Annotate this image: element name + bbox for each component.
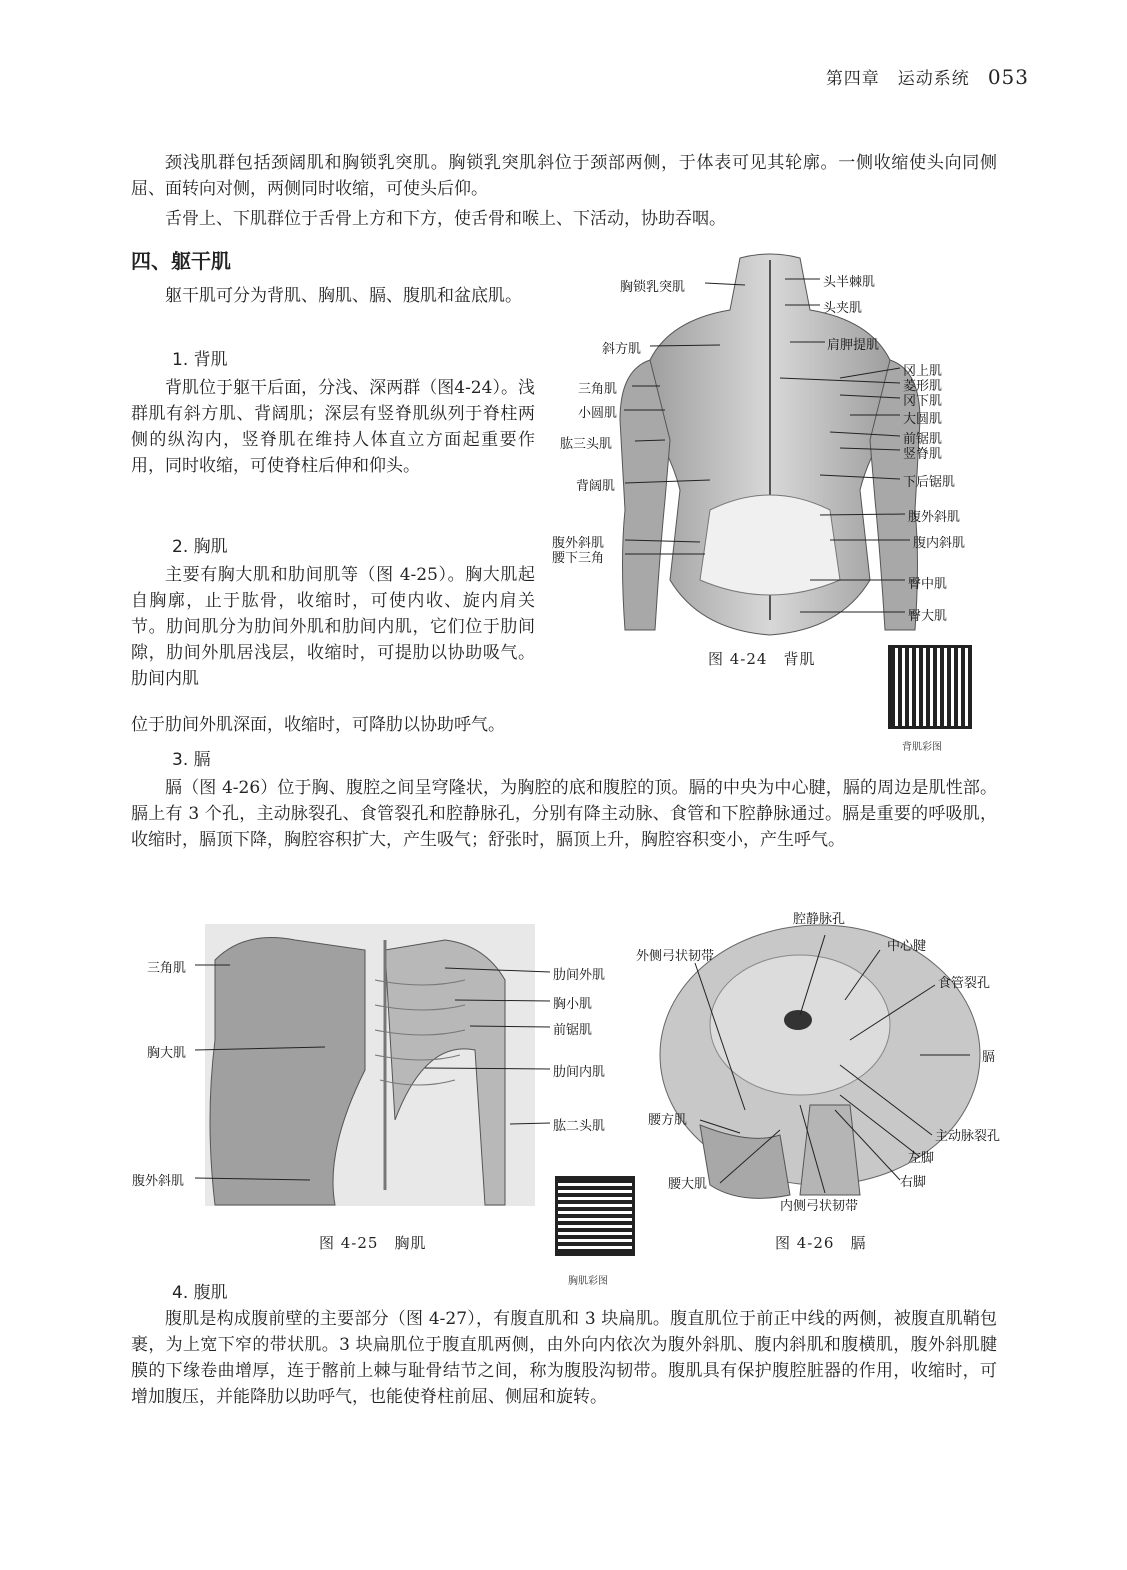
chapter-title: 第四章 运动系统 [825, 69, 970, 89]
label-levator-scapulae: 肩胛提肌 [827, 338, 880, 353]
label-serratus-anterior-chest: 前锯肌 [553, 1023, 593, 1038]
label-external-oblique-left: 腹外斜肌 [552, 536, 605, 551]
page-number: 053 [987, 65, 1029, 89]
qr-caption-chest: 胸肌彩图 [568, 1276, 608, 1287]
label-inferior-lumbar-triangle: 腰下三角 [552, 551, 605, 566]
paragraph-hyoid: 舌骨上、下肌群位于舌骨上方和下方，使舌骨和喉上、下活动，协助吞咽。 [165, 209, 726, 229]
label-deltoid-chest: 三角肌 [147, 961, 187, 976]
label-infraspinatus: 冈下肌 [903, 394, 943, 409]
figure-4-26 [630, 905, 1030, 1255]
label-splenius-capitis: 头夹肌 [823, 301, 863, 316]
label-vena-cava-foramen: 腔静脉孔 [793, 912, 846, 927]
label-lateral-arcuate-ligament: 外侧弓状韧带 [636, 949, 715, 964]
figure-4-25-caption: 图 4-25 胸肌 [319, 1234, 427, 1252]
label-latissimus-dorsi: 背阔肌 [576, 479, 616, 494]
subsection-abdomen: 4. 腹肌 [172, 1283, 228, 1303]
label-triceps: 肱三头肌 [560, 437, 613, 452]
label-teres-minor: 小圆肌 [578, 406, 618, 421]
label-medial-arcuate-ligament: 内侧弓状韧带 [780, 1199, 859, 1214]
label-sternocleidomastoid: 胸锁乳突肌 [620, 280, 686, 295]
label-esophageal-hiatus: 食管裂孔 [938, 976, 991, 991]
paragraph-chest: 主要有胸大肌和肋间肌等（图 4-25）。胸大肌起自胸廓，止于肱骨，收缩时，可使内收、旋内肩关节。肋间肌分为肋间外肌和肋间内肌，它们位于肋间隙，肋间外肌居浅层，收缩时，可提肋以协助吸气。肋间内肌 [131, 565, 535, 689]
label-external-oblique-right: 腹外斜肌 [908, 510, 961, 525]
label-psoas-major: 腰大肌 [668, 1177, 708, 1192]
label-quadratus-lumborum: 腰方肌 [648, 1113, 688, 1128]
label-central-tendon: 中心腱 [887, 939, 927, 954]
paragraph-trunk: 躯干肌可分为背肌、胸肌、膈、腹肌和盆底肌。 [165, 286, 522, 306]
paragraph-neck-superficial: 颈浅肌群包括颈阔肌和胸锁乳突肌。胸锁乳突肌斜位于颈部两侧，于体表可见其轮廓。一侧收缩使头向同侧屈、面转向对侧，两侧同时收缩，可使头后仰。 [131, 153, 997, 199]
label-semispinalis-capitis: 头半棘肌 [823, 275, 876, 290]
label-deltoid: 三角肌 [578, 382, 618, 397]
label-external-intercostal: 肋间外肌 [553, 968, 606, 983]
subsection-back: 1. 背肌 [172, 350, 228, 370]
subsection-diaphragm: 3. 膈 [172, 750, 211, 770]
label-right-crus: 右脚 [900, 1175, 927, 1190]
paragraph-abdomen: 腹肌是构成腹前壁的主要部分（图 4-27），有腹直肌和 3 块扁肌。腹直肌位于前正中线的两侧，被腹直肌鞘包裹，为上宽下窄的带状肌。3 块扁肌位于腹直肌两侧，由外向内依次为腹外斜肌、腹内斜肌和腹横肌，腹外斜肌腱膜的下缘卷曲增厚，连于髂前上棘与耻骨结节之间，称为腹股沟韧带。腹肌具有保护腹腔脏器的作用，收缩时，可增加腹压，并能降肋以助呼气，也能使脊柱前屈、侧屈和旋转。 [131, 1309, 997, 1407]
figure-4-25 [125, 920, 645, 1290]
label-aortic-hiatus: 主动脉裂孔 [935, 1129, 1001, 1144]
label-internal-oblique: 腹内斜肌 [913, 536, 966, 551]
page-header [826, 64, 1029, 89]
label-gluteus-medius: 臀中肌 [908, 577, 948, 592]
label-serratus-anterior: 前锯肌 [903, 432, 943, 447]
label-trapezius: 斜方肌 [602, 342, 642, 357]
label-pectoralis-minor: 胸小肌 [553, 997, 593, 1012]
qr-caption-back: 背肌彩图 [902, 742, 942, 753]
label-pectoralis-major: 胸大肌 [147, 1046, 187, 1061]
label-supraspinatus: 冈上肌 [903, 364, 943, 379]
label-external-oblique-chest: 腹外斜肌 [132, 1174, 185, 1189]
label-gluteus-maximus: 臀大肌 [908, 609, 948, 624]
qr-code-back[interactable] [888, 645, 972, 729]
figure-4-24-caption: 图 4-24 背肌 [708, 650, 816, 668]
figure-4-24 [540, 250, 1000, 770]
label-teres-major: 大圆肌 [903, 412, 943, 427]
label-serratus-posterior-inferior: 下后锯肌 [903, 475, 956, 490]
subsection-chest: 2. 胸肌 [172, 537, 228, 557]
label-erector-spinae: 竖脊肌 [903, 447, 943, 462]
qr-code-chest[interactable] [555, 1176, 635, 1256]
label-left-crus: 左脚 [908, 1151, 935, 1166]
paragraph-back: 背肌位于躯干后面，分浅、深两群（图4-24）。浅群肌有斜方肌、背阔肌；深层有竖脊肌纵列于脊柱两侧的纵沟内，竖脊肌在维持人体直立方面起重要作用，同时收缩，可使脊柱后伸和仰头。 [131, 378, 535, 476]
section-title: 四、躯干肌 [131, 249, 231, 273]
label-rhomboid: 菱形肌 [903, 379, 943, 394]
label-biceps: 肱二头肌 [553, 1119, 606, 1134]
label-diaphragm: 膈 [982, 1050, 996, 1065]
label-internal-intercostal: 肋间内肌 [553, 1065, 606, 1080]
paragraph-diaphragm: 膈（图 4-26）位于胸、腹腔之间呈穹隆状，为胸腔的底和腹腔的顶。膈的中央为中心腱，膈的周边是肌性部。膈上有 3 个孔，主动脉裂孔、食管裂孔和腔静脉孔，分别有降主动脉、食管和下腔静脉通过。膈是重要的呼吸肌，收缩时，膈顶下降，胸腔容积扩大，产生吸气；舒张时，膈顶上升，胸腔容积变小，产生呼气。 [131, 778, 997, 850]
paragraph-chest-end: 位于肋间外肌深面，收缩时，可降肋以协助呼气。 [131, 715, 505, 735]
figure-4-26-caption: 图 4-26 膈 [775, 1234, 867, 1252]
